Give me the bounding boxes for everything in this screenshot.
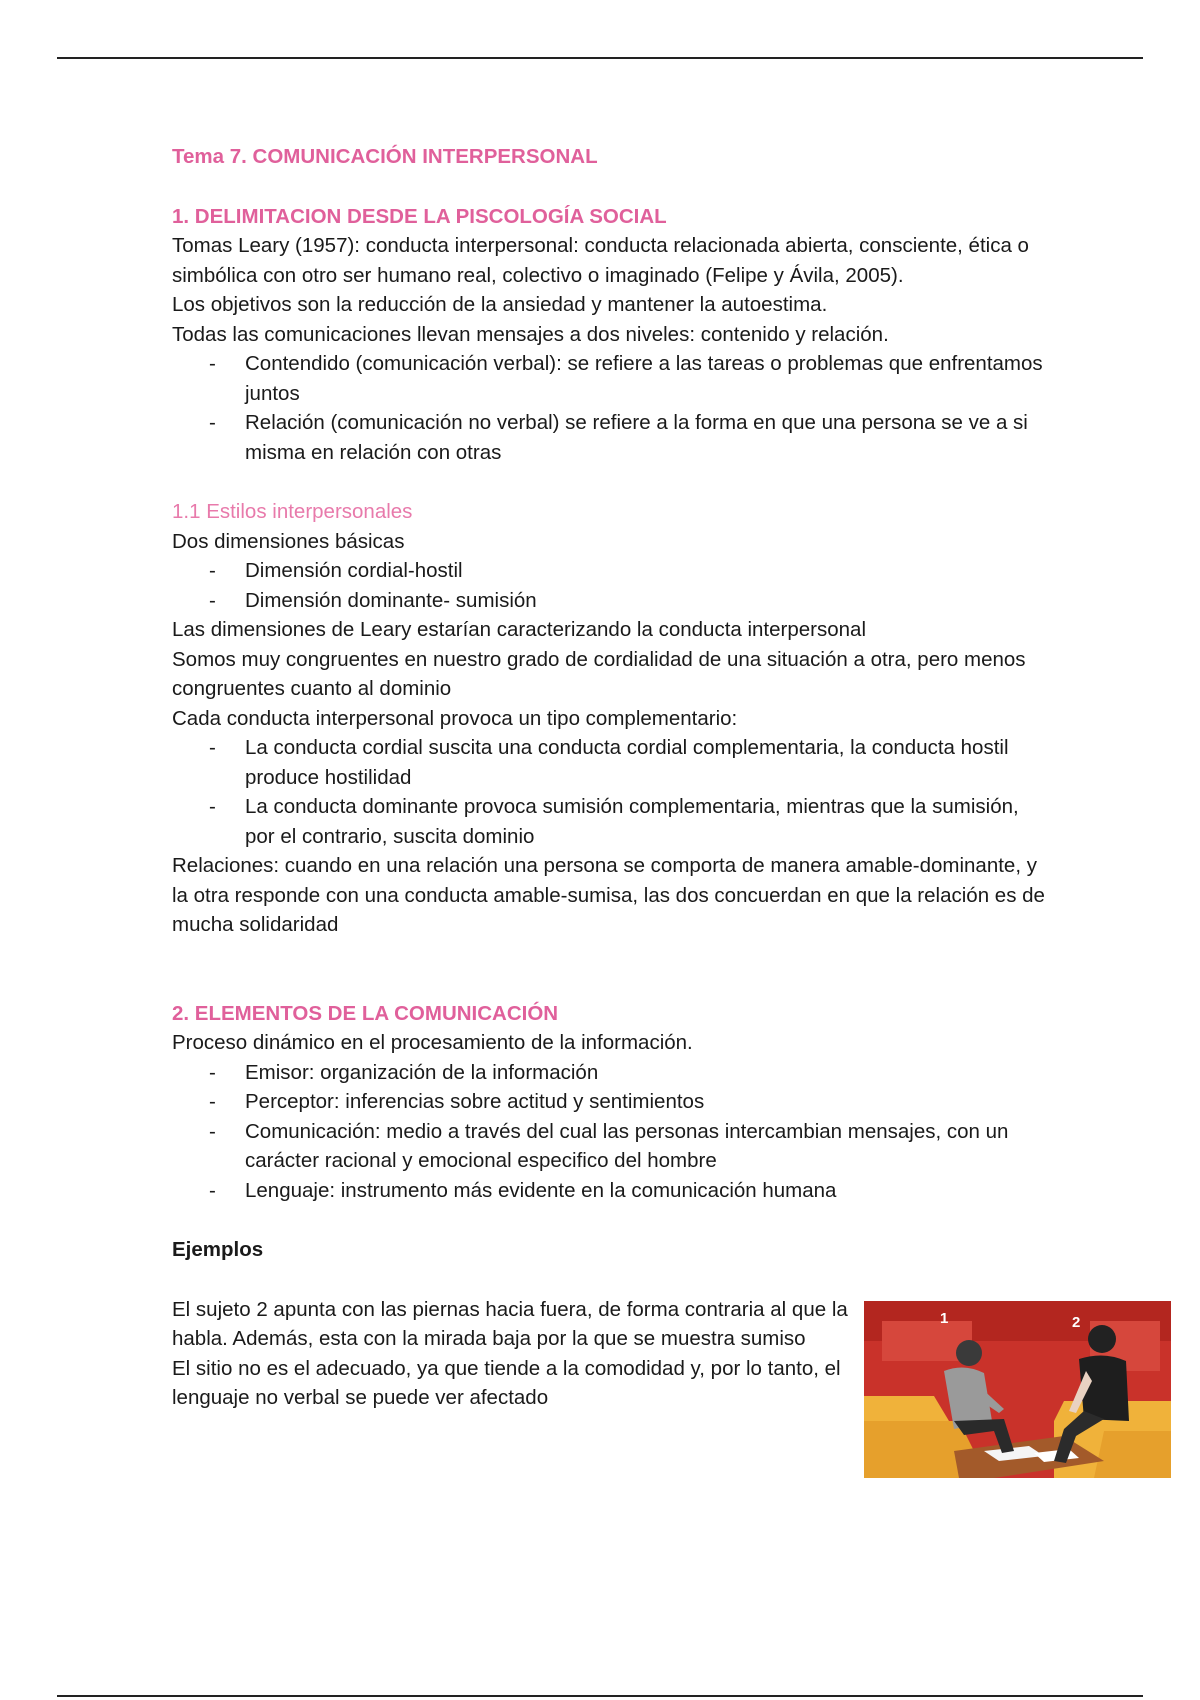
bullet-dash: - [209, 559, 216, 582]
list-item: - Contendido (comunicación verbal): se refiere a las tareas o problemas que enfrentamos juntos [172, 349, 1052, 408]
complementary-list [172, 733, 1052, 851]
bullet-dash: - [209, 1119, 216, 1143]
subsection-paragraph: Dos dimensiones básicas [172, 529, 405, 553]
subsection-paragraph: Las dimensiones de Leary estarían caracterizando la conducta interpersonal [172, 618, 866, 641]
bullet-dash: - [209, 1090, 216, 1113]
section-2-paragraph: Proceso dinámico en el procesamiento de la información. [172, 1031, 693, 1054]
bullet-dash: - [209, 1178, 216, 1202]
list-item: - Dimensión dominante- sumisión [172, 586, 1052, 616]
section-1-heading: 1. DELIMITACION DESDE LA PISCOLOGÍA SOCIAL [172, 204, 667, 228]
examples-paragraph: El sujeto 2 apunta con las piernas hacia fuera, de forma contraria al que la habla. Además, esta con la mirada baja por la que se muestra sumiso [172, 1297, 848, 1350]
subsection-paragraph: Relaciones: cuando en una relación una persona se comporta de manera amable-dominante, y la otra responde con una conducta amable-sumisa, las dos concuerdan en que la relación es de mucha solidaridad [172, 854, 1045, 936]
bullet-dash: - [209, 352, 216, 375]
figure-label-2: 2 [1072, 1314, 1081, 1331]
examples-heading: Ejemplos [172, 1238, 264, 1261]
subsection-paragraph: Somos muy congruentes en nuestro grado de cordialidad de una situación a otra, pero menos congruentes cuanto al dominio [172, 647, 1026, 700]
person-1-head [956, 1340, 982, 1366]
document-body [172, 142, 1052, 1413]
example-illustration [864, 1301, 1171, 1478]
list-item: - La conducta dominante provoca sumisión complementaria, mientras que la sumisión, por el contrario, suscita dominio [172, 792, 1052, 851]
section-1-paragraph: Todas las comunicaciones llevan mensajes a dos niveles: contenido y relación. [172, 322, 889, 346]
examples-paragraph: El sitio no es el adecuado, ya que tiende a la comodidad y, por lo tanto, el lenguaje no verbal se puede ver afectado [172, 1356, 841, 1409]
bullet-dash: - [209, 411, 216, 434]
section-1-list [172, 349, 1052, 467]
bullet-dash: - [209, 588, 216, 612]
list-item: - Relación (comunicación no verbal) se refiere a la forma en que una persona se ve a si misma en relación con otras [172, 408, 1052, 467]
list-item: - La conducta cordial suscita una conducta cordial complementaria, la conducta hostil produce hostilidad [172, 733, 1052, 792]
list-item: - Perceptor: inferencias sobre actitud y sentimientos [172, 1087, 1052, 1117]
section-1-paragraph: Los objetivos son la reducción de la ansiedad y mantener la autoestima. [172, 293, 828, 316]
top-rule [57, 57, 1143, 59]
elements-list [172, 1058, 1052, 1206]
list-item: - Comunicación: medio a través del cual las personas intercambian mensajes, con un carácter racional y emocional especifico del hombre [172, 1117, 1052, 1176]
bottom-rule [57, 1695, 1143, 1697]
bullet-dash: - [209, 736, 216, 759]
figure-label-1: 1 [940, 1310, 949, 1327]
subsection-paragraph: Cada conducta interpersonal provoca un tipo complementario: [172, 706, 738, 730]
dimensions-list [172, 556, 1052, 615]
bullet-dash: - [209, 1060, 216, 1084]
section-1-paragraph: Tomas Leary (1957): conducta interpersonal: conducta relacionada abierta, consciente, ética o simbólica con otro ser humano real, colectivo o imaginado (Felipe y Ávila, 2005). [172, 234, 1029, 287]
list-item: - Dimensión cordial-hostil [172, 556, 1052, 586]
subsection-1-1-heading: 1.1 Estilos interpersonales [172, 500, 413, 523]
list-item: - Lenguaje: instrumento más evidente en la comunicación humana [172, 1176, 1052, 1206]
examples-text [172, 1295, 852, 1413]
section-2-heading: 2. ELEMENTOS DE LA COMUNICACIÓN [172, 1001, 559, 1025]
bullet-dash: - [209, 795, 216, 818]
illustration-svg [864, 1301, 1171, 1478]
person-2-head [1088, 1325, 1116, 1353]
page-title: Tema 7. COMUNICACIÓN INTERPERSONAL [172, 145, 598, 168]
list-item: - Emisor: organización de la información [172, 1058, 1052, 1088]
